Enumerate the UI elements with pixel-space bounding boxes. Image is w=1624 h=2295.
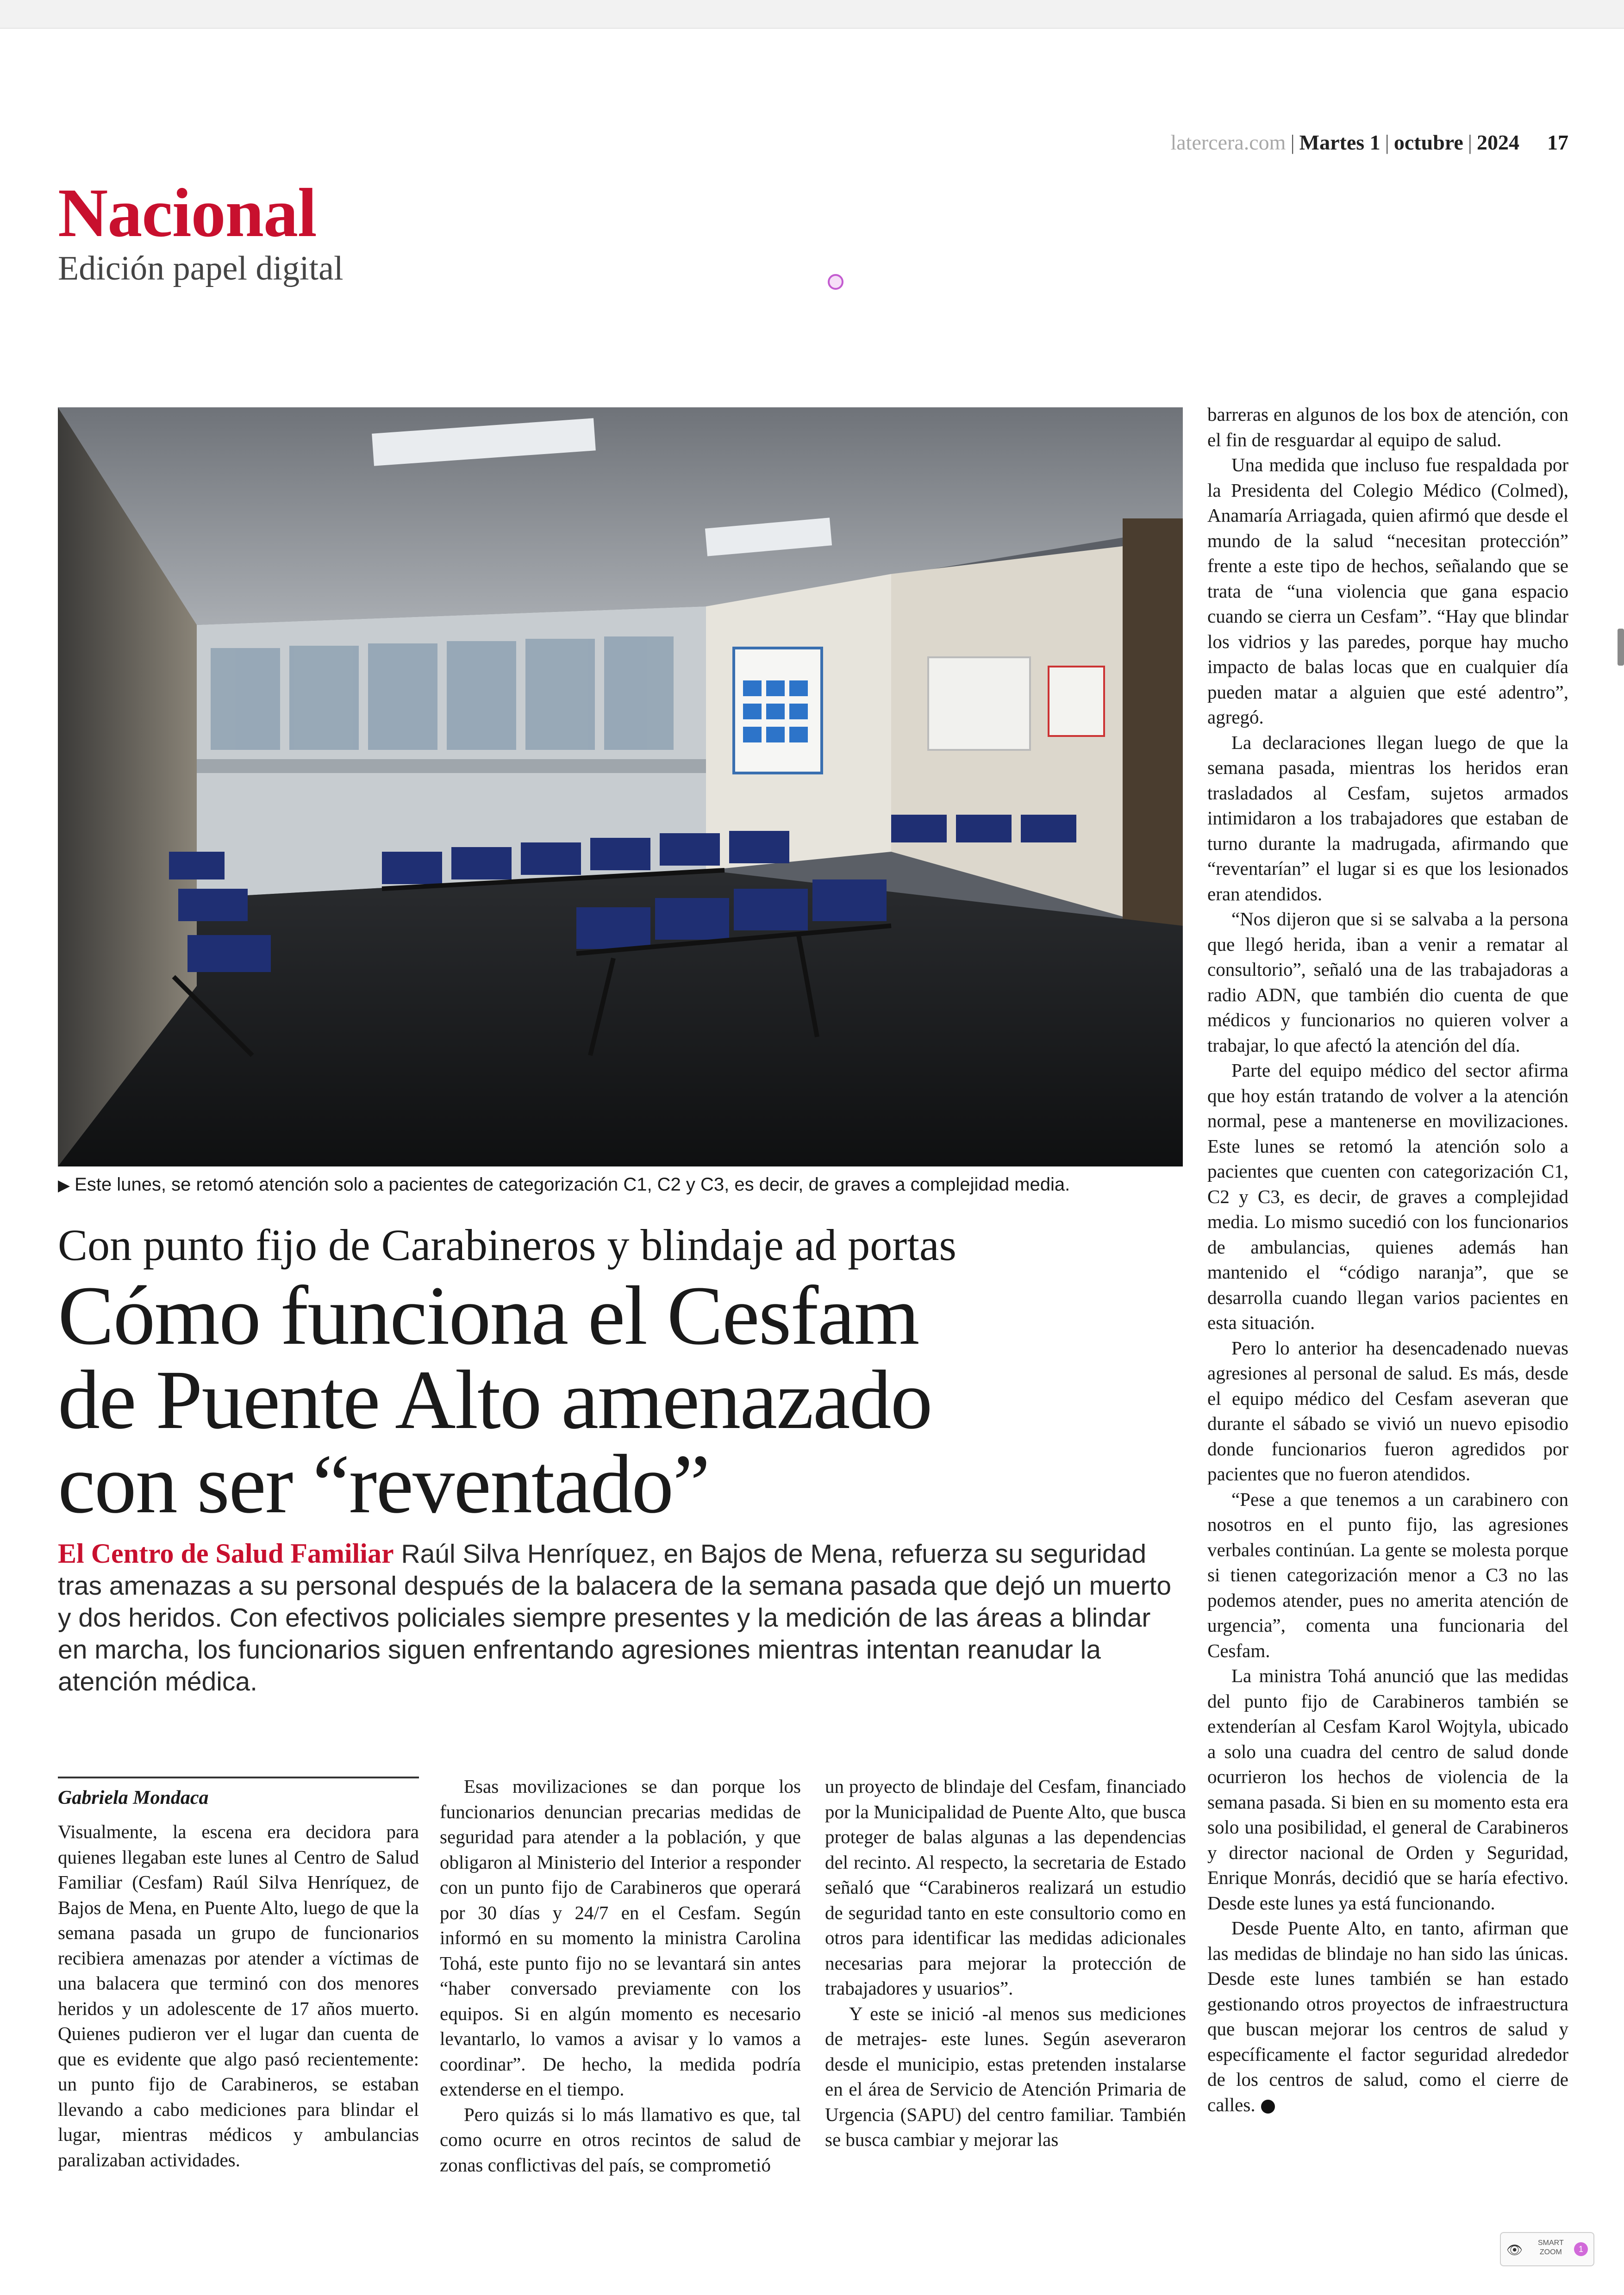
masthead-separator: |: [1468, 131, 1472, 154]
lead-text: Raúl Silva Henríquez, en Bajos de Mena, refuerza su seguridad tras amenazas a su personal después de la balacera de la semana pasada que dejó un muerto y dos heridos. Con efectivos policiales siempre presentes y la medición de las áreas a blindar en marcha, los funcionarios siguen enfrentando agresiones mientras intentan reanudar la atención médica.: [58, 1539, 1172, 1696]
paragraph: “Nos dijeron que si se salvaba a la persona que llegó herida, iban a venir a rematar al consultorio”, señaló una de las trabajadoras a radio ADN, que también dio cuenta de que médicos y funcionarios no quieren volver a trabajar, lo que afectó la atención del día.: [1207, 908, 1568, 1056]
article-lead: [58, 1538, 1183, 1698]
masthead-separator: |: [1290, 131, 1295, 154]
article-column-3: [825, 1774, 1186, 2152]
paragraph: La declaraciones llegan luego de que la semana pasada, mientras los heridos eran trasladados al Cesfam, sujetos armados intimidaron a los trabajadores que estaban de turno durante la madrugada, afirmando que “reventarían” el lugar si es que los lesionados eran atendidos.: [1207, 731, 1568, 904]
article-kicker: Con punto fijo de Carabineros y blindaje ad portas: [58, 1220, 956, 1270]
headline-line: Cómo funciona el Cesfam: [58, 1269, 919, 1362]
page-number: 17: [1547, 131, 1568, 154]
paragraph: un proyecto de blindaje del Cesfam, financiado por la Municipalidad de Puente Alto, que busca proteger de balas algunas a las dependencias del recinto. Al respecto, la secretaria de Estado señaló que “Carabineros realizará un estudio de seguridad tanto en este consultorio como en otros para identificar las medidas adicionales necesarias para mejorar la protección de trabajadores y usuarios”.: [825, 1776, 1186, 1999]
paragraph: Pero lo anterior ha desencadenado nuevas agresiones al personal de salud. Es más, desde el equipo médico del Cesfam aseveran que durante el sábado se vivió un nuevo episodio donde funcionarios fueron agredidos por pacientes que no fueron atendidos.: [1207, 1337, 1568, 1484]
section-title: Nacional: [58, 175, 317, 251]
masthead: [1170, 129, 1568, 156]
viewer-top-bar: [0, 0, 1624, 29]
hotspot-marker-icon[interactable]: [828, 274, 843, 290]
headline-line: de Puente Alto amenazado: [58, 1353, 932, 1447]
paragraph-final: [1207, 1915, 1568, 2117]
article-column-1: [58, 1819, 419, 2172]
photo-caption: [58, 1172, 1183, 1198]
section-subtitle: Edición papel digital: [58, 249, 344, 287]
smart-zoom-badge: 1: [1574, 2242, 1588, 2256]
paragraph: barreras en algunos de los box de atención, con el fin de resguardar al equipo de salud.: [1207, 404, 1568, 450]
article-column-2: [440, 1774, 801, 2177]
paragraph-final-text: Desde Puente Alto, en tanto, afirman que las medidas de blindaje no han sido las únicas. Desde este lunes también se han estado gestionando otros proyectos de infraestructura que buscan mejorar los centros de salud y específicamente el factor seguridad alrededor de los centros de salud, como el cierre de calles.: [1207, 1917, 1568, 2115]
end-of-article-icon: [1261, 2100, 1275, 2114]
masthead-year: 2024: [1477, 131, 1519, 154]
masthead-day: Martes 1: [1299, 131, 1380, 154]
smart-zoom-label: [1538, 2239, 1564, 2257]
lead-highlight: El Centro de Salud Familiar: [58, 1538, 394, 1569]
smart-zoom-button[interactable]: [1500, 2232, 1594, 2266]
paragraph: Visualmente, la escena era decidora para quienes llegaban este lunes al Centro de Salud Familiar (Cesfam) Raúl Silva Henríquez, de Bajos de Mena, en Puente Alto, luego de que la semana pasada un grupo de funcionarios recibiera amenazas por atender a víctimas de una balacera que terminó con dos menores heridos y un adolescente de 17 años muerto. Quienes pudieron ver el lugar dan cuenta de que es evidente que algo pasó recientemente: un punto fijo de Carabineros, se estaban llevando a cabo mediciones para blindar el lugar, mientras médicos y ambulancias paralizaban actividades.: [58, 1821, 419, 2170]
paragraph: Una medida que incluso fue respaldada por la Presidenta del Colegio Médico (Colmed), Anamaría Arriagada, quien afirmó que desde el mundo de la salud “necesitan protección” frente a este tipo de hechos, señalando que se trata de “una violencia que gana espacio cuando se cierra un Cesfam”. “Hay que blindar los vidrios y las paredes, porque hay mucho impacto de balas locas que en cualquier día pueden matar a alguien que esté adentro”, agregó.: [1207, 454, 1568, 728]
masthead-separator: |: [1385, 131, 1389, 154]
masthead-month: octubre: [1393, 131, 1463, 154]
paragraph: Parte del equipo médico del sector afirma que hoy están tratando de volver a la atención normal, pese a mantenerse en movilizaciones. Este lunes se retomó la atención solo a pacientes que cuenten con categorización C1, C2 y C3, es decir, de graves a complejidad media. Lo mismo sucedió con los funcionarios de ambulancias, quienes además han mantenido el “código naranja”, que se desarrolla cuando llegan varios pacientes en esta situación.: [1207, 1060, 1568, 1333]
smart-zoom-label-line2: ZOOM: [1539, 2248, 1562, 2256]
article-headline: [58, 1269, 1183, 1531]
paragraph: Pero quizás si lo más llamativo es que, tal como ocurre en otros recintos de salud de zonas conflictivas del país, se comprometió: [440, 2103, 801, 2176]
paragraph: La ministra Tohá anunció que las medidas del punto fijo de Carabineros también se extenderían al Cesfam Karol Wojtyla, ubicado a solo una cuadra del centro de salud donde ocurrieron los hechos de violencia de la semana pasada. Si bien en su momento esta era solo una posibilidad, el general de Carabineros y director nacional de Orden y Seguridad, Enrique Monrás, decidió que se haría efectivo. Desde este lunes ya está funcionando.: [1207, 1665, 1568, 1914]
paragraph: “Pese a que tenemos a un carabinero con nosotros en el punto fijo, las agresiones verbales continúan. La gente se molesta porque si tienen categorización menor a C3 no las podemos atender, pues no amerita atención de urgencia”, comenta una funcionaria del Cesfam.: [1207, 1488, 1568, 1661]
headline-line: con ser “reventado”: [58, 1438, 710, 1531]
paragraph: Y este se inició -al menos sus mediciones de metrajes- este lunes. Según aseveraron desde el municipio, estas pretenden instalarse en el área de Servicio de Atención Primaria de Urgencia (SAPU) del centro familiar. También se busca cambiar y mejorar las: [825, 2002, 1186, 2150]
eye-icon: 👁: [1506, 2243, 1523, 2257]
photo-caption-text: Este lunes, se retomó atención solo a pacientes de categorización C1, C2 y C3, es decir, de graves a complejidad media.: [75, 1174, 1070, 1195]
paragraph: Esas movilizaciones se dan porque los funcionarios denuncian precarias medidas de seguridad para atender a la población, y que obligaron al Ministerio del Interior a responder con un punto fijo de Carabineros que operará por 30 días y 24/7 en el Cesfam. Según informó en su momento la ministra Carolina Tohá, este punto fijo no se levantará sin antes “haber conversado previamente con los equipos. Si en algún momento es necesario levantarlo, lo vamos a avisar y lo vamos a coordinar”. De hecho, la medida podría extenderse en el tiempo.: [440, 1776, 801, 2100]
masthead-site: latercera.com: [1170, 131, 1286, 154]
smart-zoom-label-line1: SMART: [1538, 2239, 1564, 2247]
byline: Gabriela Mondaca: [58, 1777, 419, 1811]
article-column-4: [1207, 402, 1568, 2117]
scrollbar-thumb[interactable]: [1618, 629, 1624, 666]
caption-arrow-icon: ▶: [58, 1177, 70, 1194]
article-photo: [58, 407, 1183, 1166]
